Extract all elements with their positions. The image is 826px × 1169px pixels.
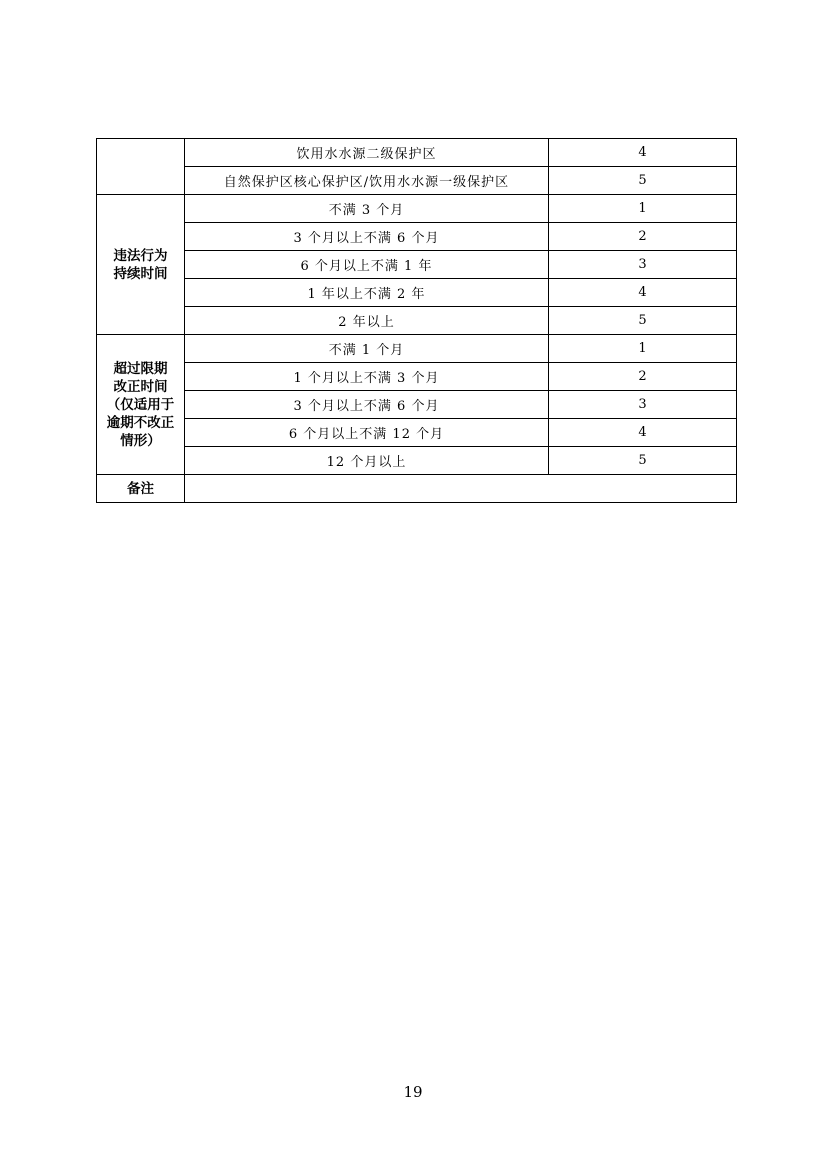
score-cell: 1 — [549, 195, 737, 223]
condition-cell: 6 个月以上不满 12 个月 — [185, 419, 549, 447]
condition-cell: 2 年以上 — [185, 307, 549, 335]
category-cell-violation-duration: 违法行为 持续时间 — [97, 195, 185, 335]
table-row — [97, 139, 737, 167]
table-row — [97, 307, 737, 335]
table-row — [97, 419, 737, 447]
score-cell: 4 — [549, 139, 737, 167]
condition-cell: 3 个月以上不满 6 个月 — [185, 391, 549, 419]
table-row — [97, 279, 737, 307]
score-cell: 4 — [549, 419, 737, 447]
score-cell: 5 — [549, 167, 737, 195]
condition-cell: 饮用水水源二级保护区 — [185, 139, 549, 167]
category-cell — [97, 139, 185, 195]
score-cell: 3 — [549, 251, 737, 279]
category-cell-overdue-correction: 超过限期 改正时间 （仅适用于 逾期不改正 情形） — [97, 335, 185, 475]
table-row — [97, 195, 737, 223]
condition-cell: 不满 3 个月 — [185, 195, 549, 223]
table-row — [97, 167, 737, 195]
score-cell: 1 — [549, 335, 737, 363]
condition-cell: 6 个月以上不满 1 年 — [185, 251, 549, 279]
condition-cell: 1 年以上不满 2 年 — [185, 279, 549, 307]
condition-cell: 1 个月以上不满 3 个月 — [185, 363, 549, 391]
condition-cell: 3 个月以上不满 6 个月 — [185, 223, 549, 251]
condition-cell: 12 个月以上 — [185, 447, 549, 475]
table-row — [97, 447, 737, 475]
score-cell: 2 — [549, 223, 737, 251]
score-cell: 3 — [549, 391, 737, 419]
remarks-row — [97, 475, 737, 503]
page-number: 19 — [403, 1083, 423, 1101]
condition-cell: 不满 1 个月 — [185, 335, 549, 363]
score-cell: 5 — [549, 447, 737, 475]
table-row — [97, 223, 737, 251]
table-row — [97, 363, 737, 391]
table-row — [97, 251, 737, 279]
scoring-table — [96, 138, 737, 503]
remarks-value — [185, 475, 737, 503]
table-row — [97, 335, 737, 363]
remarks-label: 备注 — [97, 475, 185, 503]
score-cell: 5 — [549, 307, 737, 335]
condition-cell: 自然保护区核心保护区/饮用水水源一级保护区 — [185, 167, 549, 195]
table-row — [97, 391, 737, 419]
score-cell: 4 — [549, 279, 737, 307]
score-cell: 2 — [549, 363, 737, 391]
